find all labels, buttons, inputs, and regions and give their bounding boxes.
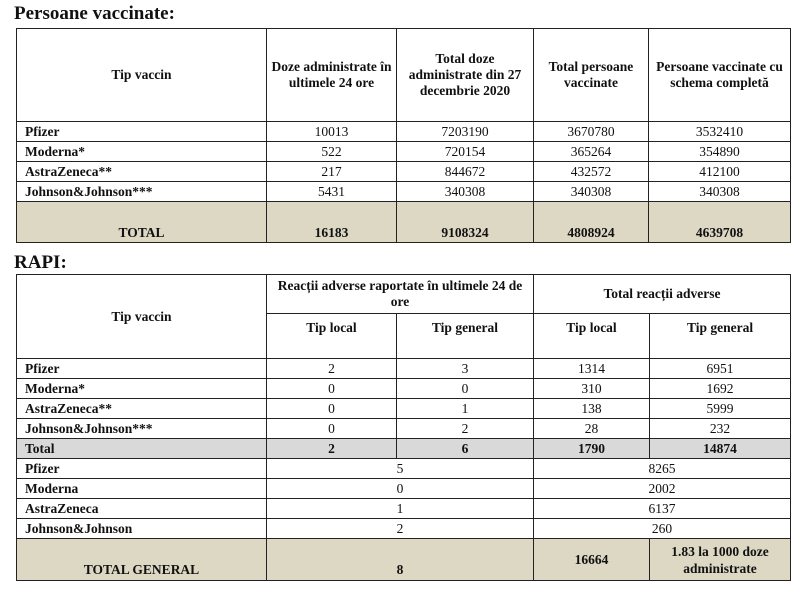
vaccine-name: AstraZeneca bbox=[17, 499, 267, 519]
vaccine-name: Pfizer bbox=[17, 459, 267, 479]
summary-row bbox=[17, 499, 791, 519]
doses-24h: 522 bbox=[267, 142, 397, 162]
total-label: TOTAL bbox=[17, 202, 267, 243]
complete-scheme: 340308 bbox=[649, 182, 791, 202]
grand-total-label: TOTAL GENERAL bbox=[17, 539, 267, 581]
header-local-24h: Tip local bbox=[267, 314, 397, 359]
doses-24h: 217 bbox=[267, 162, 397, 182]
general-total: 5999 bbox=[650, 399, 791, 419]
general-total: 1692 bbox=[650, 379, 791, 399]
summary-last-24h: 2 bbox=[267, 519, 534, 539]
local-24h: 2 bbox=[267, 359, 397, 379]
summary-total: 8265 bbox=[534, 459, 791, 479]
header-tip-vaccin: Tip vaccin bbox=[17, 275, 267, 359]
subtotal-local-total: 1790 bbox=[534, 439, 650, 459]
total-persons: 3670780 bbox=[534, 122, 649, 142]
total-doses: 720154 bbox=[397, 142, 534, 162]
table-row bbox=[17, 182, 791, 202]
local-24h: 0 bbox=[267, 399, 397, 419]
grand-total-total: 16664 bbox=[534, 539, 650, 581]
total-persons: 365264 bbox=[534, 142, 649, 162]
total-doses: 844672 bbox=[397, 162, 534, 182]
total-total-persons: 4808924 bbox=[534, 202, 649, 243]
doses-24h: 5431 bbox=[267, 182, 397, 202]
general-total: 232 bbox=[650, 419, 791, 439]
table-header-row bbox=[17, 275, 791, 314]
header-tip-vaccin: Tip vaccin bbox=[17, 29, 267, 122]
vaccine-name: Johnson&Johnson*** bbox=[17, 182, 267, 202]
header-last-24h-group: Reacții adverse raportate în ultimele 24 de ore bbox=[267, 275, 534, 314]
section-title-rapi: RAPI: bbox=[14, 252, 67, 273]
general-24h: 2 bbox=[397, 419, 534, 439]
subtotal-general-total: 14874 bbox=[650, 439, 791, 459]
table-header-row bbox=[17, 29, 791, 122]
vaccine-name: Moderna bbox=[17, 479, 267, 499]
vaccine-name: Pfizer bbox=[17, 359, 267, 379]
local-total: 1314 bbox=[534, 359, 650, 379]
vaccine-name: Johnson&Johnson bbox=[17, 519, 267, 539]
local-24h: 0 bbox=[267, 379, 397, 399]
grand-total-rate: 1.83 la 1000 doze administrate bbox=[650, 539, 791, 581]
header-total-doses: Total doze administrate din 27 decembrie 2020 bbox=[397, 29, 534, 122]
summary-total: 260 bbox=[534, 519, 791, 539]
table-row bbox=[17, 122, 791, 142]
table-row bbox=[17, 359, 791, 379]
summary-total: 6137 bbox=[534, 499, 791, 519]
general-total: 6951 bbox=[650, 359, 791, 379]
summary-row bbox=[17, 459, 791, 479]
complete-scheme: 412100 bbox=[649, 162, 791, 182]
subtotal-row bbox=[17, 439, 791, 459]
table-row bbox=[17, 142, 791, 162]
total-persons: 432572 bbox=[534, 162, 649, 182]
header-general-24h: Tip general bbox=[397, 314, 534, 359]
subtotal-general-24h: 6 bbox=[397, 439, 534, 459]
vaccine-name: Pfizer bbox=[17, 122, 267, 142]
grand-total-row bbox=[17, 539, 791, 581]
total-persons: 340308 bbox=[534, 182, 649, 202]
total-total-doses: 9108324 bbox=[397, 202, 534, 243]
header-local-total: Tip local bbox=[534, 314, 650, 359]
header-doses-24h: Doze administrate în ultimele 24 ore bbox=[267, 29, 397, 122]
vaccine-name: Moderna* bbox=[17, 379, 267, 399]
subtotal-label: Total bbox=[17, 439, 267, 459]
local-total: 28 bbox=[534, 419, 650, 439]
total-complete-scheme: 4639708 bbox=[649, 202, 791, 243]
doses-24h: 10013 bbox=[267, 122, 397, 142]
vaccine-name: AstraZeneca** bbox=[17, 399, 267, 419]
summary-row bbox=[17, 519, 791, 539]
local-total: 138 bbox=[534, 399, 650, 419]
complete-scheme: 3532410 bbox=[649, 122, 791, 142]
summary-last-24h: 5 bbox=[267, 459, 534, 479]
total-row bbox=[17, 202, 791, 243]
total-doses: 7203190 bbox=[397, 122, 534, 142]
table-row bbox=[17, 379, 791, 399]
section-title-persoane-vaccinate: Persoane vaccinate: bbox=[14, 3, 175, 24]
header-total-group: Total reacții adverse bbox=[534, 275, 791, 314]
table-row bbox=[17, 162, 791, 182]
table-row bbox=[17, 399, 791, 419]
vaccine-name: Johnson&Johnson*** bbox=[17, 419, 267, 439]
local-total: 310 bbox=[534, 379, 650, 399]
complete-scheme: 354890 bbox=[649, 142, 791, 162]
header-general-total: Tip general bbox=[650, 314, 791, 359]
total-doses-24h: 16183 bbox=[267, 202, 397, 243]
grand-total-last-24h: 8 bbox=[267, 539, 534, 581]
subtotal-local-24h: 2 bbox=[267, 439, 397, 459]
vaccine-name: Moderna* bbox=[17, 142, 267, 162]
header-total-persons: Total persoane vaccinate bbox=[534, 29, 649, 122]
local-24h: 0 bbox=[267, 419, 397, 439]
summary-total: 2002 bbox=[534, 479, 791, 499]
summary-last-24h: 0 bbox=[267, 479, 534, 499]
general-24h: 1 bbox=[397, 399, 534, 419]
rapi-adverse-reactions-table bbox=[16, 274, 791, 581]
table-row bbox=[17, 419, 791, 439]
general-24h: 3 bbox=[397, 359, 534, 379]
vaccinated-persons-table bbox=[16, 28, 791, 243]
total-doses: 340308 bbox=[397, 182, 534, 202]
summary-last-24h: 1 bbox=[267, 499, 534, 519]
header-complete-scheme: Persoane vaccinate cu schema completă bbox=[649, 29, 791, 122]
summary-row bbox=[17, 479, 791, 499]
general-24h: 0 bbox=[397, 379, 534, 399]
vaccine-name: AstraZeneca** bbox=[17, 162, 267, 182]
